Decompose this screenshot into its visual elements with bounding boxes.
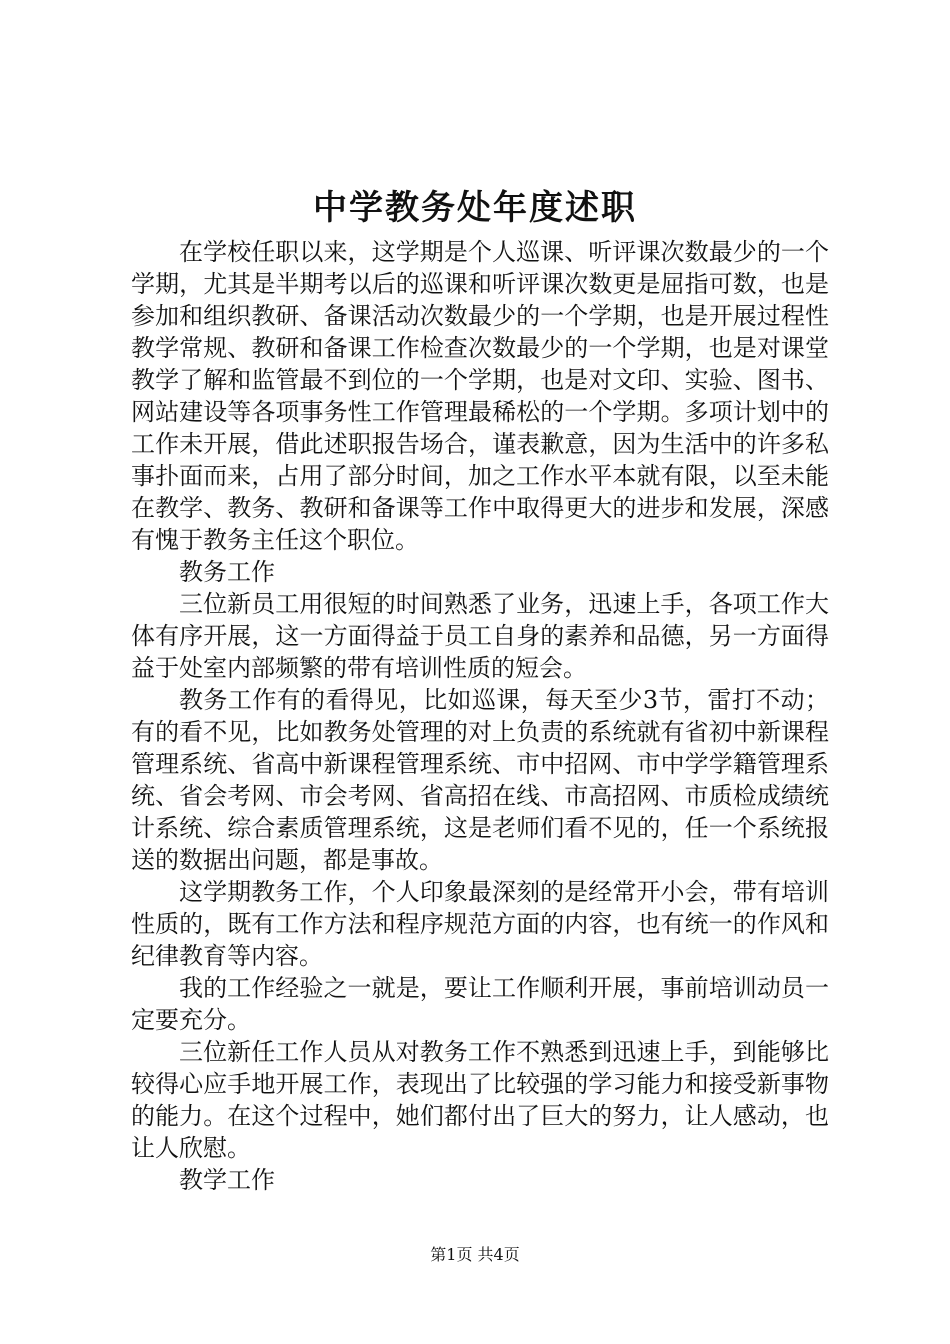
paragraph-experience: 我的工作经验之一就是，要让工作顺利开展，事前培训动员一定要充分。	[131, 974, 829, 1034]
paragraph-short-meetings: 这学期教务工作，个人印象最深刻的是经常开小会，带有培训性质的，既有工作方法和程序规范方面的内容，也有统一的作风和纪律教育等内容。	[131, 878, 829, 970]
paragraph-new-staff: 三位新员工用很短的时间熟悉了业务，迅速上手，各项工作大体有序开展，这一方面得益于员工自身的素养和品德，另一方面得益于处室内部频繁的带有培训性质的短会。	[131, 590, 829, 682]
paragraph-intro: 在学校任职以来，这学期是个人巡课、听评课次数最少的一个学期，尤其是半期考以后的巡课和听评课次数更是屈指可数，也是参加和组织教研、备课活动次数最少的一个学期，也是开展过程性教学常规、教研和备课工作检查次数最少的一个学期，也是对课堂教学了解和监管最不到位的一个学期，也是对文印、实验、图书、网站建设等各项事务性工作管理最稀松的一个学期。多项计划中的工作未开展，借此述职报告场合，谨表歉意，因为生活中的许多私事扑面而来，占用了部分时间，加之工作水平本就有限，以至未能在教学、教务、教研和备课等工作中取得更大的进步和发展，深感有愧于教务主任这个职位。	[131, 238, 829, 554]
document-body	[131, 236, 829, 1196]
paragraph-visible-invisible-work: 教务工作有的看得见，比如巡课，每天至少3节，雷打不动；有的看不见，比如教务处管理的对上负责的系统就有省初中新课程管理系统、省高中新课程管理系统、市中招网、市中学学籍管理系统、省会考网、市会考网、省高招在线、市高招网、市质检成绩统计系统、综合素质管理系统，这是老师们看不见的，任一个系统报送的数据出问题，都是事故。	[131, 686, 829, 874]
paragraph-new-staff-growth: 三位新任工作人员从对教务工作不熟悉到迅速上手，到能够比较得心应手地开展工作，表现出了比较强的学习能力和接受新事物的能力。在这个过程中，她们都付出了巨大的努力，让人感动，也让人欣慰。	[131, 1038, 829, 1162]
document-title: 中学教务处年度述职	[313, 188, 637, 228]
section-heading-academic-affairs: 教务工作	[179, 558, 275, 586]
section-heading-teaching: 教学工作	[179, 1166, 275, 1194]
page-footer: 第1页 共4页	[430, 1245, 520, 1264]
